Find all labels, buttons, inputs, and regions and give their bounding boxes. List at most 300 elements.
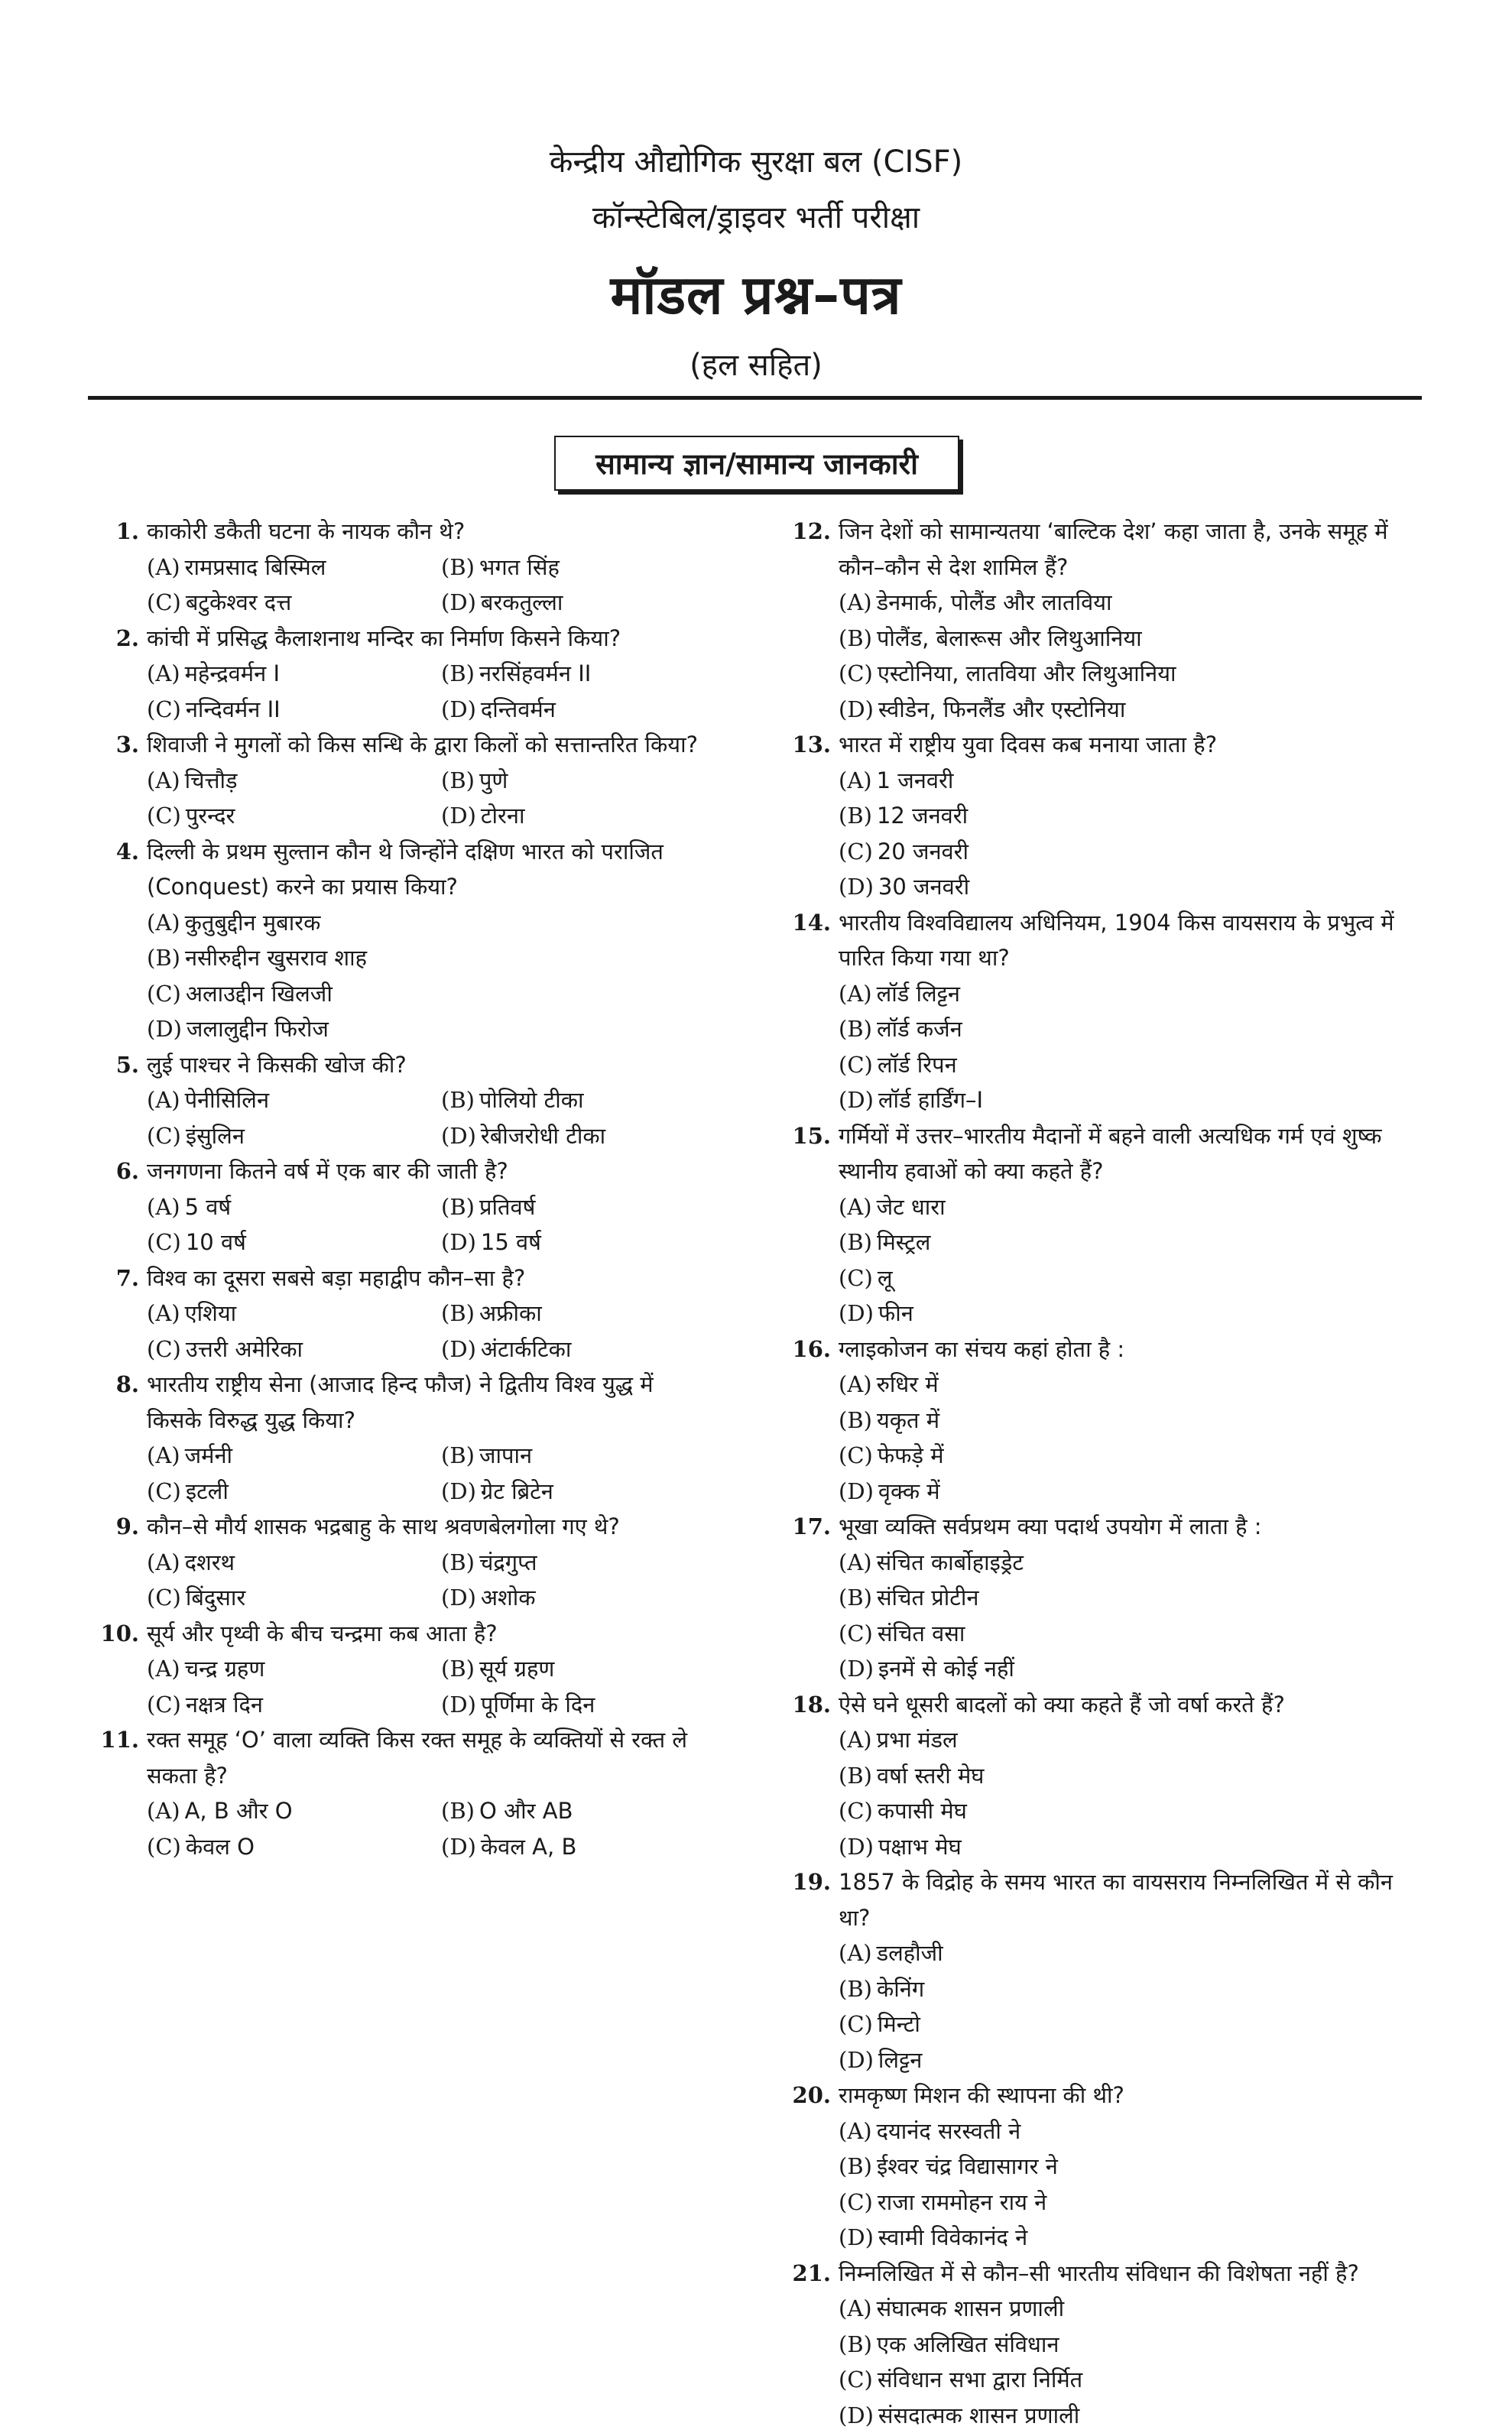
option-key: (D) (441, 1478, 476, 1504)
option-list (147, 656, 738, 727)
option-key: (A) (839, 1549, 872, 1575)
answer-option (441, 550, 735, 586)
question-text: किसके विरुद्ध युद्ध किया? (147, 1403, 738, 1439)
question-item (99, 1153, 738, 1260)
option-key: (C) (147, 1585, 181, 1611)
question-text: ऐसे घने धूसरी बादलों को क्या कहते हैं जो वर्षा करते हैं? (839, 1687, 1403, 1723)
answer-option (147, 1474, 441, 1510)
option-key: (C) (839, 660, 873, 686)
answer-option (839, 1545, 1133, 1581)
answer-option (147, 976, 738, 1012)
question-line (99, 1509, 738, 1545)
option-key: (D) (839, 1656, 874, 1682)
question-number (99, 1403, 147, 1439)
question-number (791, 550, 839, 586)
answer-option (839, 1616, 1133, 1652)
option-key: (D) (839, 1087, 874, 1113)
option-list (839, 1189, 1403, 1332)
section-heading: सामान्य ज्ञान/सामान्य जानकारी (554, 436, 959, 491)
question-line (791, 727, 1403, 763)
question-number: 10. (99, 1616, 147, 1652)
option-text: पोलियो टीका (479, 1087, 584, 1113)
question-line (99, 1260, 738, 1296)
option-list (839, 1367, 1403, 1509)
option-key: (D) (441, 1229, 476, 1255)
answer-option (839, 1722, 1133, 1758)
option-text: ग्रेट ब्रिटेन (481, 1478, 553, 1504)
option-list (147, 1545, 738, 1616)
question-column-left (99, 514, 738, 1864)
option-key: (D) (441, 696, 476, 722)
option-text: इनमें से कोई नहीं (878, 1656, 1014, 1682)
option-key: (D) (839, 2402, 874, 2428)
option-text: पेनीसिलिन (185, 1087, 269, 1113)
question-item (99, 834, 738, 1047)
option-text: इंसुलिन (186, 1123, 245, 1149)
answer-option (839, 1580, 1133, 1616)
question-number: 20. (791, 2078, 839, 2113)
option-text: चित्तौड़ (185, 767, 238, 793)
option-list (147, 550, 738, 621)
option-key: (B) (839, 2153, 872, 2179)
question-item (791, 1332, 1403, 1510)
option-text: स्वीडेन, फिनलैंड और एस्टोनिया (878, 696, 1125, 722)
option-list (147, 1793, 738, 1864)
question-number: 9. (99, 1509, 147, 1545)
question-line (791, 905, 1403, 941)
question-item (791, 905, 1403, 1118)
option-key: (D) (441, 803, 476, 829)
option-key: (D) (441, 1692, 476, 1718)
option-key: (A) (839, 1727, 872, 1753)
question-line (99, 727, 738, 763)
option-key: (D) (441, 1123, 476, 1149)
question-number: 4. (99, 834, 147, 870)
answer-option (441, 798, 735, 834)
option-key: (B) (441, 1798, 475, 1824)
option-text: 1 जनवरी (877, 767, 954, 793)
answer-option (147, 692, 441, 728)
option-key: (B) (441, 767, 475, 793)
answer-option (839, 1474, 1133, 1510)
question-text: कौन–कौन से देश शामिल हैं? (839, 550, 1403, 586)
option-text: इटली (186, 1478, 229, 1504)
answer-option (441, 585, 735, 621)
question-item (791, 727, 1403, 905)
option-key: (B) (147, 945, 180, 971)
answer-option (147, 1829, 441, 1865)
question-number: 12. (791, 514, 839, 550)
option-list (147, 1438, 738, 1509)
option-text: संचित वसा (878, 1620, 965, 1646)
option-key: (C) (147, 803, 181, 829)
question-number: 15. (791, 1118, 839, 1154)
option-text: कपासी मेघ (878, 1798, 967, 1824)
option-key: (A) (147, 1442, 180, 1468)
question-line (791, 1687, 1403, 1723)
option-key: (A) (839, 1194, 872, 1220)
question-number: 21. (791, 2256, 839, 2292)
option-text: अफ्रीका (479, 1300, 542, 1326)
answer-option (147, 940, 738, 976)
question-line (99, 514, 738, 550)
question-text: भारतीय विश्वविद्यालय अधिनियम, 1904 किस वायसराय के प्रभुत्व में (839, 905, 1403, 941)
option-key: (A) (839, 1940, 872, 1966)
option-text: जेट धारा (877, 1194, 946, 1220)
option-text: लॉर्ड रिपन (878, 1052, 957, 1078)
option-key: (B) (441, 1442, 475, 1468)
answer-option (147, 1651, 441, 1687)
answer-option (441, 1332, 735, 1367)
question-item (99, 1367, 738, 1509)
answer-option (441, 1225, 735, 1260)
answer-option (147, 585, 441, 621)
option-text: संचित प्रोटीन (877, 1585, 979, 1611)
question-text: सूर्य और पृथ्वी के बीच चन्द्रमा कब आता है? (147, 1616, 738, 1652)
answer-option (441, 1545, 735, 1581)
option-list (147, 763, 738, 834)
answer-option (839, 2113, 1403, 2149)
answer-option (441, 1651, 735, 1687)
option-key: (C) (839, 839, 873, 865)
answer-option (441, 1296, 735, 1332)
answer-option (839, 1367, 1133, 1403)
question-line (791, 1509, 1403, 1545)
answer-option (441, 1082, 735, 1118)
question-text: 1857 के विद्रोह के समय भारत का वायसराय निम्नलिखित में से कौन (839, 1864, 1403, 1900)
option-key: (A) (147, 1194, 180, 1220)
option-key: (C) (147, 589, 181, 615)
question-item (99, 1047, 738, 1154)
question-item (791, 2256, 1403, 2433)
option-text: संसदात्मक शासन प्रणाली (878, 2402, 1079, 2428)
answer-option (441, 692, 735, 728)
answer-option (147, 656, 441, 692)
option-text: डलहौजी (877, 1940, 943, 1966)
option-text: 30 जनवरी (878, 874, 969, 900)
option-key: (A) (147, 1549, 180, 1575)
answer-option (839, 2006, 1133, 2042)
option-key: (A) (147, 554, 180, 580)
option-text: भगत सिंह (479, 554, 560, 580)
option-text: केवल A, B (481, 1834, 576, 1860)
question-text: कौन–से मौर्य शासक भद्रबाहु के साथ श्रवणबेलगोला गए थे? (147, 1509, 738, 1545)
answer-option (147, 1189, 441, 1225)
answer-option (441, 1687, 735, 1723)
option-text: पोलैंड, बेलारूस और लिथुआनिया (877, 625, 1142, 651)
question-number: 3. (99, 727, 147, 763)
answer-option (441, 656, 735, 692)
answer-option (839, 2398, 1133, 2433)
option-text: अंटार्कटिका (481, 1336, 571, 1362)
option-text: नरसिंहवर्मन II (479, 660, 591, 686)
answer-option (441, 1829, 735, 1865)
answer-option (839, 976, 1133, 1012)
answer-option (147, 1545, 441, 1581)
answer-option (839, 1651, 1133, 1687)
option-key: (C) (147, 1336, 181, 1362)
answer-option (839, 1011, 1133, 1047)
option-text: सूर्य ग्रहण (479, 1656, 554, 1682)
option-text: रेबीजरोधी टीका (481, 1123, 605, 1149)
option-text: अलाउद्दीन खिलजी (186, 981, 333, 1007)
question-line (791, 1153, 1403, 1189)
question-line (791, 2256, 1403, 2292)
answer-option (839, 2042, 1133, 2078)
question-number (791, 940, 839, 976)
answer-option (839, 1829, 1133, 1865)
option-text: बटुकेश्वर दत्त (186, 589, 291, 615)
question-text: लुई पाश्चर ने किसकी खोज की? (147, 1047, 738, 1083)
question-line (99, 1616, 738, 1652)
question-line (99, 621, 738, 657)
option-key: (C) (839, 2189, 873, 2215)
question-text: स्थानीय हवाओं को क्या कहते हैं? (839, 1153, 1403, 1189)
option-text: लिट्टन (878, 2047, 922, 2073)
option-text: दयानंद सरस्वती ने (877, 2118, 1021, 2144)
answer-option (839, 798, 1133, 834)
option-text: स्वामी विवेकानंद ने (878, 2224, 1027, 2250)
question-line (791, 940, 1403, 976)
answer-option (147, 798, 441, 834)
option-text: केवल O (186, 1834, 255, 1860)
answer-option (147, 763, 441, 799)
option-text: चंद्रगुप्त (479, 1549, 537, 1575)
question-text: (Conquest) करने का प्रयास किया? (147, 869, 738, 905)
option-text: रामप्रसाद बिस्मिल (185, 554, 326, 580)
option-key: (D) (839, 2047, 874, 2073)
question-text: विश्व का दूसरा सबसे बड़ा महाद्वीप कौन–सा है? (147, 1260, 738, 1296)
option-text: 12 जनवरी (877, 803, 968, 829)
question-number: 19. (791, 1864, 839, 1900)
answer-option (839, 1438, 1133, 1474)
option-text: पुरन्दर (186, 803, 235, 829)
option-list (147, 1651, 738, 1722)
option-text: 15 वर्ष (481, 1229, 541, 1255)
answer-option (441, 1189, 735, 1225)
option-text: ईश्वर चंद्र विद्यासागर ने (877, 2153, 1058, 2179)
option-text: केनिंग (877, 1976, 924, 2002)
option-text: एक अलिखित संविधान (877, 2331, 1059, 2357)
question-number: 17. (791, 1509, 839, 1545)
answer-option (839, 1403, 1133, 1439)
option-text: एस्टोनिया, लातविया और लिथुआनिया (878, 660, 1176, 686)
option-list (147, 1296, 738, 1367)
option-key: (B) (839, 1407, 872, 1433)
question-line (791, 1332, 1403, 1367)
answer-option (839, 834, 1133, 870)
question-number: 7. (99, 1260, 147, 1296)
option-key: (D) (147, 1016, 182, 1042)
question-text: ग्लाइकोजन का संचय कहां होता है : (839, 1332, 1403, 1367)
question-line (791, 550, 1403, 586)
question-item (99, 727, 738, 834)
question-text: भारत में राष्ट्रीय युवा दिवस कब मनाया जाता है? (839, 727, 1403, 763)
option-list (839, 763, 1403, 905)
question-line (99, 1367, 738, 1403)
answer-option (839, 692, 1403, 728)
option-key: (C) (839, 2011, 873, 2037)
question-line (791, 1900, 1403, 1936)
header-line-2: कॉन्स्टेबिल/ड्राइवर भर्ती परीक्षा (0, 195, 1512, 237)
option-text: बरकतुल्ला (481, 589, 563, 615)
page-subtitle: (हल सहित) (0, 342, 1512, 384)
answer-option (147, 905, 738, 941)
option-text: लू (878, 1265, 893, 1291)
option-key: (B) (839, 1585, 872, 1611)
option-key: (D) (839, 874, 874, 900)
answer-option (147, 1225, 441, 1260)
option-text: राजा राममोहन राय ने (878, 2189, 1046, 2215)
question-number: 5. (99, 1047, 147, 1083)
option-key: (A) (147, 1087, 180, 1113)
option-key: (A) (839, 589, 872, 615)
option-text: रुधिर में (877, 1371, 939, 1397)
option-key: (C) (147, 1123, 181, 1149)
option-text: संचित कार्बोहाइड्रेट (877, 1549, 1024, 1575)
answer-option (441, 1118, 735, 1154)
answer-option (839, 2291, 1133, 2327)
option-text: जलालुद्दीन फिरोज (187, 1016, 329, 1042)
option-key: (B) (839, 2331, 872, 2357)
question-line (99, 1153, 738, 1189)
answer-option (839, 2149, 1403, 2185)
question-item (99, 621, 738, 728)
answer-option (839, 2327, 1133, 2363)
question-item (791, 514, 1403, 727)
option-text: वृक्क में (878, 1478, 940, 1504)
option-text: फेफड़े में (878, 1442, 944, 1468)
question-number: 18. (791, 1687, 839, 1723)
answer-option (839, 1971, 1133, 2007)
option-text: दन्तिवर्मन (481, 696, 556, 722)
option-text: अशोक (481, 1585, 536, 1611)
answer-option (839, 2185, 1403, 2221)
question-line (99, 1758, 738, 1794)
option-key: (D) (839, 696, 874, 722)
answer-option (839, 1047, 1133, 1083)
option-text: 20 जनवरी (878, 839, 969, 865)
option-list (839, 2113, 1403, 2256)
question-item (99, 1722, 738, 1864)
option-key: (B) (441, 1300, 475, 1326)
question-item (791, 1687, 1403, 1865)
option-key: (B) (441, 1194, 475, 1220)
option-list (147, 1082, 738, 1153)
option-text: बिंदुसार (186, 1585, 245, 1611)
option-key: (D) (441, 589, 476, 615)
question-number: 13. (791, 727, 839, 763)
option-key: (D) (839, 1478, 874, 1504)
option-key: (A) (147, 910, 180, 936)
option-text: प्रभा मंडल (877, 1727, 958, 1753)
question-number: 1. (99, 514, 147, 550)
question-number (99, 1758, 147, 1794)
question-number (99, 869, 147, 905)
answer-option (839, 1793, 1133, 1829)
option-text: नसीरुद्दीन खुसराव शाह (185, 945, 367, 971)
option-list (839, 1722, 1403, 1864)
option-text: प्रतिवर्ष (479, 1194, 535, 1220)
option-key: (A) (839, 1371, 872, 1397)
option-key: (B) (839, 1976, 872, 2002)
question-text: था? (839, 1900, 1403, 1936)
option-key: (A) (839, 767, 872, 793)
question-item (791, 1118, 1403, 1332)
option-text: फीन (878, 1300, 913, 1326)
question-number: 16. (791, 1332, 839, 1367)
answer-option (147, 1082, 441, 1118)
question-text: काकोरी डकैती घटना के नायक कौन थे? (147, 514, 738, 550)
option-key: (C) (147, 1229, 181, 1255)
option-key: (D) (441, 1834, 476, 1860)
question-text: कांची में प्रसिद्ध कैलाशनाथ मन्दिर का निर्माण किसने किया? (147, 621, 738, 657)
option-text: पूर्णिमा के दिन (481, 1692, 595, 1718)
question-number: 6. (99, 1153, 147, 1189)
question-line (99, 1722, 738, 1758)
question-line (99, 1047, 738, 1083)
option-text: संविधान सभा द्वारा निर्मित (878, 2366, 1082, 2392)
question-line (791, 1864, 1403, 1900)
question-text: भूखा व्यक्ति सर्वप्रथम क्या पदार्थ उपयोग में लाता है : (839, 1509, 1403, 1545)
option-list (839, 976, 1403, 1118)
question-item (99, 1509, 738, 1616)
option-key: (A) (147, 1300, 180, 1326)
answer-option (147, 1332, 441, 1367)
option-text: 5 वर्ष (185, 1194, 232, 1220)
option-key: (C) (839, 1442, 873, 1468)
option-text: जर्मनी (185, 1442, 232, 1468)
question-line (791, 1118, 1403, 1154)
option-text: कुतुबुद्दीन मुबारक (185, 910, 321, 936)
option-key: (B) (839, 625, 872, 651)
option-key: (C) (147, 1692, 181, 1718)
question-item (99, 1616, 738, 1723)
answer-option (147, 1438, 441, 1474)
header-line-1: केन्द्रीय औद्योगिक सुरक्षा बल (CISF) (0, 139, 1512, 181)
question-number: 8. (99, 1367, 147, 1403)
option-text: टोरना (481, 803, 525, 829)
option-list (839, 585, 1403, 727)
option-key: (B) (441, 660, 475, 686)
answer-option (441, 1438, 735, 1474)
option-key: (A) (839, 2118, 872, 2144)
question-text: सकता है? (147, 1758, 738, 1794)
answer-option (147, 550, 441, 586)
option-key: (C) (839, 1620, 873, 1646)
option-text: वर्षा स्तरी मेघ (877, 1763, 985, 1789)
option-text: महेन्द्रवर्मन I (185, 660, 280, 686)
question-item (99, 514, 738, 621)
question-line (791, 2078, 1403, 2113)
question-text: दिल्ली के प्रथम सुल्तान कौन थे जिन्होंने दक्षिण भारत को पराजित (147, 834, 738, 870)
option-key: (B) (441, 1087, 475, 1113)
answer-option (441, 1580, 735, 1616)
answer-option (839, 1189, 1133, 1225)
question-line (99, 869, 738, 905)
option-key: (A) (147, 767, 180, 793)
option-key: (D) (839, 1300, 874, 1326)
option-text: एशिया (185, 1300, 237, 1326)
option-text: मिन्टो (878, 2011, 920, 2037)
question-item (99, 1260, 738, 1367)
answer-option (839, 1260, 1133, 1296)
answer-option (441, 1474, 735, 1510)
option-text: चन्द्र ग्रहण (185, 1656, 265, 1682)
option-text: नक्षत्र दिन (186, 1692, 263, 1718)
option-text: उत्तरी अमेरिका (186, 1336, 303, 1362)
page-title: मॉडल प्रश्न–पत्र (0, 256, 1512, 329)
